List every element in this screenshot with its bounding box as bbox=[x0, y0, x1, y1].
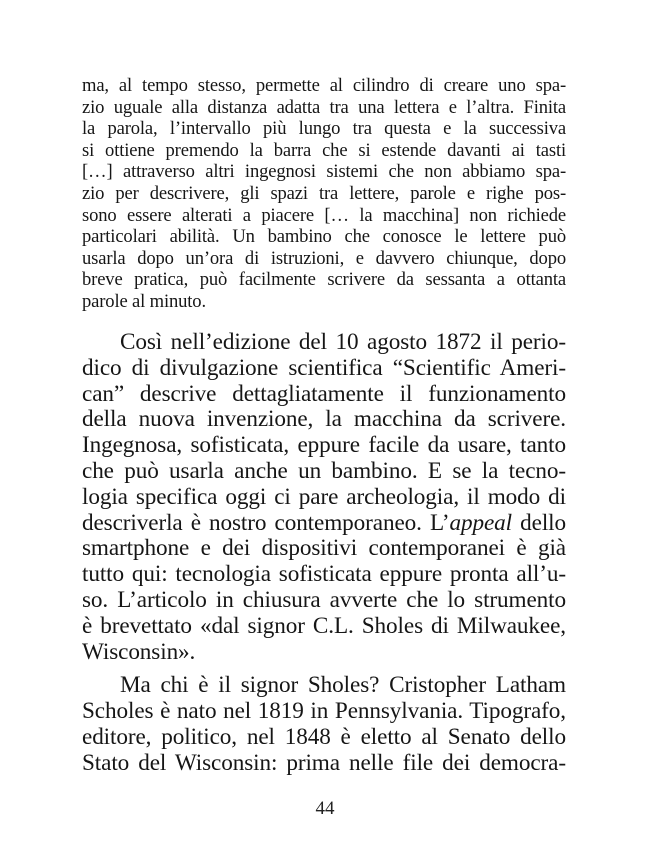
paragraph-line: Ma chi è il signor Sholes? Cristopher Latham bbox=[120, 672, 566, 699]
paragraph-2 bbox=[82, 673, 566, 776]
page-number: 44 bbox=[315, 798, 335, 819]
quote-line: breve pratica, può facilmente scrivere da sessanta a ottanta bbox=[82, 269, 566, 291]
paragraph-line: tutto qui: tecnologia sofisticata eppure pronta all’u- bbox=[82, 561, 566, 588]
body-text bbox=[82, 330, 566, 777]
paragraph-line: Scholes è nato nel 1819 in Pennsylvania. Tipografo, bbox=[82, 698, 566, 725]
paragraph-line bbox=[82, 511, 566, 537]
block-quote bbox=[82, 75, 566, 313]
quote-line: zio per descrivere, gli spazi tra lettere, parole e righe pos- bbox=[82, 182, 566, 204]
paragraph-line: Stato del Wisconsin: prima nelle file dei democra- bbox=[82, 749, 566, 776]
paragraph-line: è brevettato «dal signor C.L. Sholes di Milwaukee, bbox=[82, 612, 566, 639]
quote-line: sono essere alterati a piacere [… la macchina] non richiede bbox=[82, 204, 566, 226]
quote-line: ma, al tempo stesso, permette al cilindro di creare uno spa- bbox=[82, 75, 566, 96]
quote-line: si ottiene premendo la barra che si estende davanti ai tasti bbox=[82, 139, 566, 161]
text-run: dello bbox=[512, 509, 566, 536]
quote-line: parole al minuto. bbox=[82, 290, 206, 312]
quote-line: […] attraverso altri ingegnosi sistemi che non abbiamo spa- bbox=[82, 161, 566, 183]
paragraph-line: logia specifica oggi ci pare archeologia, il modo di bbox=[82, 483, 566, 510]
paragraph-line: can” descrive dettagliatamente il funzionamento bbox=[82, 380, 566, 407]
paragraph-1 bbox=[82, 330, 566, 665]
quote-line: la parola, l’intervallo più lungo tra questa e la successiva bbox=[82, 118, 566, 140]
paragraph-line: smartphone e dei dispositivi contemporanei è già bbox=[82, 535, 566, 562]
italic-word: appeal bbox=[449, 509, 513, 536]
paragraph-line: dico di divulgazione scientifica “Scientific Ameri- bbox=[82, 354, 566, 381]
paragraph-line: Wisconsin». bbox=[82, 638, 196, 665]
paragraph-line: Così nell’edizione del 10 agosto 1872 il perio- bbox=[120, 329, 566, 355]
quote-line: particolari abilità. Un bambino che conosce le lettere può bbox=[82, 226, 566, 248]
paragraph-line: che può usarla anche un bambino. E se la tecno- bbox=[82, 457, 566, 484]
paragraph-line: Ingegnosa, sofisticata, eppure facile da usare, tanto bbox=[82, 432, 566, 459]
paragraph-line: so. L’articolo in chiusura avverte che lo strumento bbox=[82, 586, 566, 613]
quote-line: usarla dopo un’ora di istruzioni, e davvero chiunque, dopo bbox=[82, 247, 566, 269]
text-run: descriverla è nostro contemporaneo. L’ bbox=[82, 509, 450, 536]
paragraph-line: editore, politico, nel 1848 è eletto al Senato dello bbox=[82, 723, 566, 750]
quote-line: zio uguale alla distanza adatta tra una lettera e l’altra. Finita bbox=[82, 96, 566, 118]
paragraph-line: della nuova invenzione, la macchina da scrivere. bbox=[82, 406, 566, 433]
